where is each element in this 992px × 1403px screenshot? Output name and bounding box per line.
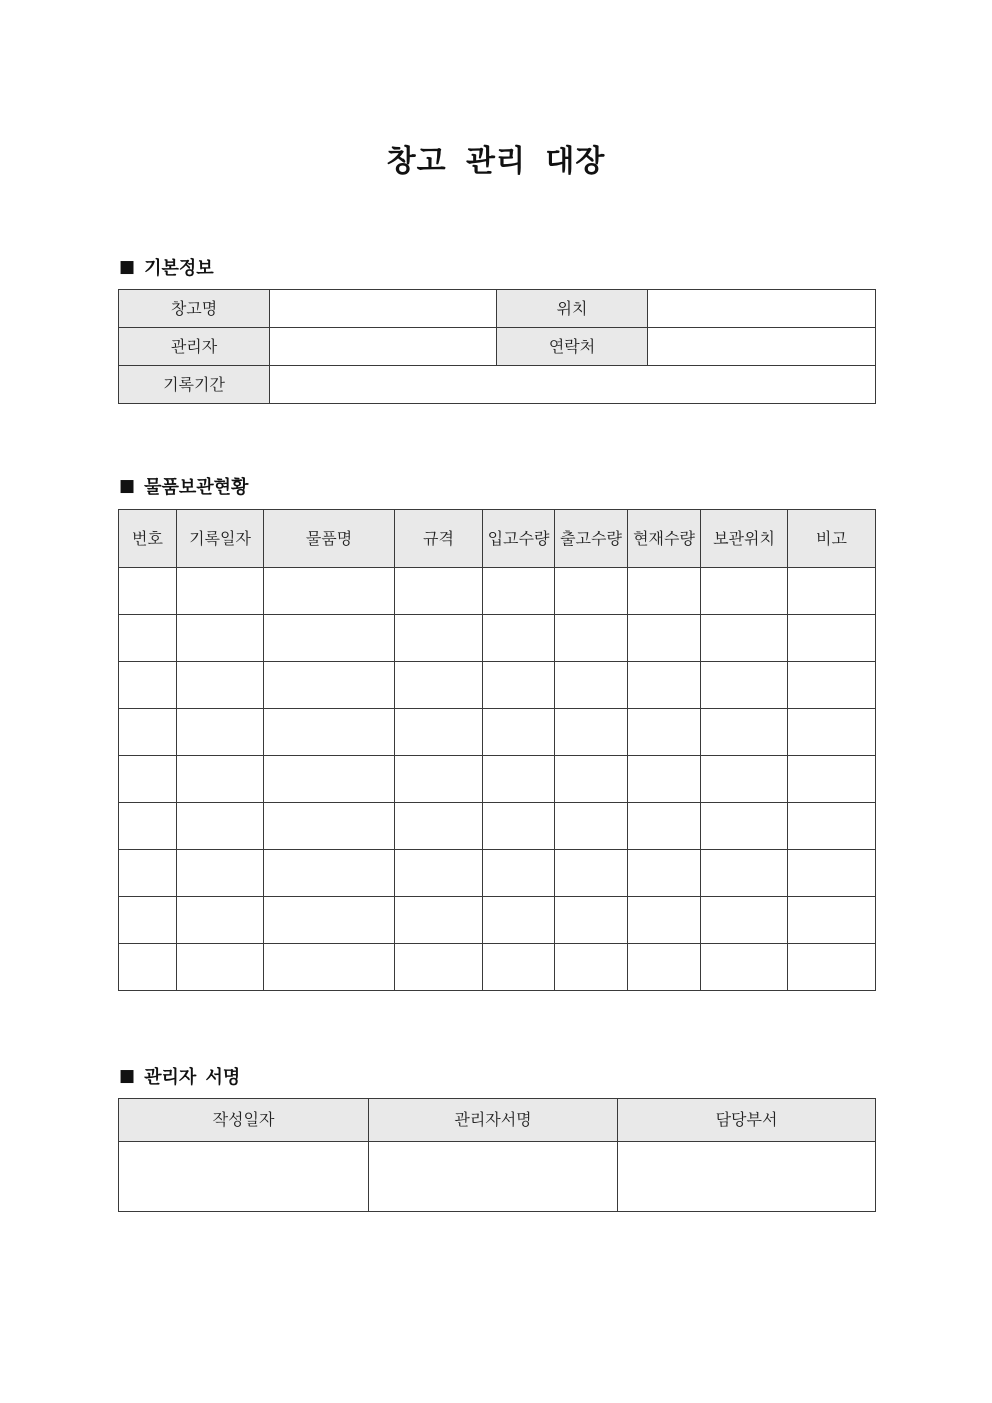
table-row bbox=[119, 897, 876, 944]
cell-storage-location[interactable] bbox=[701, 568, 788, 615]
storage-status-body bbox=[119, 568, 876, 991]
cell-record-date[interactable] bbox=[177, 850, 264, 897]
manager-label: 관리자 bbox=[119, 328, 270, 366]
table-row bbox=[119, 709, 876, 756]
cell-number[interactable] bbox=[119, 803, 177, 850]
cell-spec[interactable] bbox=[395, 709, 483, 756]
basic-info-heading-label: 기본정보 bbox=[144, 258, 214, 279]
cell-number[interactable] bbox=[119, 756, 177, 803]
cell-incoming-qty[interactable] bbox=[483, 709, 555, 756]
manager-signature-heading bbox=[119, 1063, 240, 1089]
storage-status-table bbox=[118, 509, 876, 991]
cell-outgoing-qty[interactable] bbox=[555, 662, 628, 709]
cell-number[interactable] bbox=[119, 897, 177, 944]
cell-current-qty[interactable] bbox=[628, 850, 701, 897]
cell-remarks[interactable] bbox=[788, 709, 876, 756]
table-row bbox=[119, 850, 876, 897]
cell-outgoing-qty[interactable] bbox=[555, 615, 628, 662]
storage-status-heading bbox=[119, 473, 248, 499]
cell-remarks[interactable] bbox=[788, 944, 876, 991]
cell-current-qty[interactable] bbox=[628, 615, 701, 662]
cell-remarks[interactable] bbox=[788, 662, 876, 709]
table-row bbox=[119, 328, 876, 366]
cell-current-qty[interactable] bbox=[628, 803, 701, 850]
cell-storage-location[interactable] bbox=[701, 662, 788, 709]
location-label: 위치 bbox=[497, 290, 648, 328]
cell-item-name[interactable] bbox=[264, 615, 395, 662]
cell-number[interactable] bbox=[119, 568, 177, 615]
manager-signature-field[interactable] bbox=[369, 1142, 618, 1212]
cell-current-qty[interactable] bbox=[628, 897, 701, 944]
department-field[interactable] bbox=[618, 1142, 876, 1212]
column-header-current-qty: 현재수량 bbox=[628, 510, 701, 568]
basic-info-heading bbox=[119, 254, 214, 280]
square-bullet-icon: ■ bbox=[119, 1065, 136, 1086]
warehouse-name-label: 창고명 bbox=[119, 290, 270, 328]
record-period-label: 기록기간 bbox=[119, 366, 270, 404]
column-header-remarks: 비고 bbox=[788, 510, 876, 568]
cell-outgoing-qty[interactable] bbox=[555, 756, 628, 803]
column-header-spec: 규격 bbox=[395, 510, 483, 568]
cell-outgoing-qty[interactable] bbox=[555, 803, 628, 850]
cell-number[interactable] bbox=[119, 615, 177, 662]
cell-remarks[interactable] bbox=[788, 615, 876, 662]
cell-spec[interactable] bbox=[395, 756, 483, 803]
document-title: 창고 관리 대장 bbox=[386, 144, 606, 179]
cell-record-date[interactable] bbox=[177, 568, 264, 615]
column-header-written-date: 작성일자 bbox=[119, 1099, 369, 1142]
column-header-incoming-qty: 입고수량 bbox=[483, 510, 555, 568]
cell-current-qty[interactable] bbox=[628, 944, 701, 991]
cell-item-name[interactable] bbox=[264, 803, 395, 850]
cell-item-name[interactable] bbox=[264, 709, 395, 756]
cell-storage-location[interactable] bbox=[701, 803, 788, 850]
cell-incoming-qty[interactable] bbox=[483, 944, 555, 991]
cell-outgoing-qty[interactable] bbox=[555, 568, 628, 615]
table-row bbox=[119, 944, 876, 991]
cell-remarks[interactable] bbox=[788, 850, 876, 897]
cell-record-date[interactable] bbox=[177, 709, 264, 756]
cell-incoming-qty[interactable] bbox=[483, 662, 555, 709]
cell-spec[interactable] bbox=[395, 568, 483, 615]
cell-incoming-qty[interactable] bbox=[483, 615, 555, 662]
written-date-field[interactable] bbox=[119, 1142, 369, 1212]
cell-number[interactable] bbox=[119, 850, 177, 897]
contact-field[interactable] bbox=[648, 328, 876, 366]
contact-label: 연락처 bbox=[497, 328, 648, 366]
column-header-number: 번호 bbox=[119, 510, 177, 568]
square-bullet-icon: ■ bbox=[119, 256, 136, 277]
cell-item-name[interactable] bbox=[264, 897, 395, 944]
warehouse-name-field[interactable] bbox=[270, 290, 497, 328]
table-row bbox=[119, 615, 876, 662]
cell-spec[interactable] bbox=[395, 662, 483, 709]
cell-remarks[interactable] bbox=[788, 756, 876, 803]
storage-status-heading-label: 물품보관현황 bbox=[144, 477, 249, 498]
cell-item-name[interactable] bbox=[264, 850, 395, 897]
cell-spec[interactable] bbox=[395, 803, 483, 850]
cell-incoming-qty[interactable] bbox=[483, 568, 555, 615]
cell-remarks[interactable] bbox=[788, 568, 876, 615]
column-header-item-name: 물품명 bbox=[264, 510, 395, 568]
table-row bbox=[119, 1142, 876, 1212]
cell-storage-location[interactable] bbox=[701, 850, 788, 897]
manager-signature-table bbox=[118, 1098, 876, 1212]
manager-field[interactable] bbox=[270, 328, 497, 366]
cell-remarks[interactable] bbox=[788, 897, 876, 944]
table-row bbox=[119, 662, 876, 709]
cell-incoming-qty[interactable] bbox=[483, 897, 555, 944]
cell-record-date[interactable] bbox=[177, 944, 264, 991]
column-header-manager-signature: 관리자서명 bbox=[369, 1099, 618, 1142]
cell-item-name[interactable] bbox=[264, 944, 395, 991]
square-bullet-icon: ■ bbox=[119, 475, 136, 496]
cell-number[interactable] bbox=[119, 944, 177, 991]
table-header-row bbox=[119, 1099, 876, 1142]
cell-spec[interactable] bbox=[395, 615, 483, 662]
cell-record-date[interactable] bbox=[177, 756, 264, 803]
table-row bbox=[119, 290, 876, 328]
cell-storage-location[interactable] bbox=[701, 615, 788, 662]
column-header-storage-location: 보관위치 bbox=[701, 510, 788, 568]
cell-spec[interactable] bbox=[395, 850, 483, 897]
cell-outgoing-qty[interactable] bbox=[555, 709, 628, 756]
column-header-department: 담당부서 bbox=[618, 1099, 876, 1142]
cell-current-qty[interactable] bbox=[628, 662, 701, 709]
cell-item-name[interactable] bbox=[264, 756, 395, 803]
cell-record-date[interactable] bbox=[177, 662, 264, 709]
table-row bbox=[119, 803, 876, 850]
location-field[interactable] bbox=[648, 290, 876, 328]
cell-record-date[interactable] bbox=[177, 803, 264, 850]
basic-info-table bbox=[118, 289, 876, 404]
column-header-record-date: 기록일자 bbox=[177, 510, 264, 568]
cell-storage-location[interactable] bbox=[701, 897, 788, 944]
cell-incoming-qty[interactable] bbox=[483, 803, 555, 850]
cell-outgoing-qty[interactable] bbox=[555, 944, 628, 991]
table-row bbox=[119, 568, 876, 615]
cell-current-qty[interactable] bbox=[628, 756, 701, 803]
column-header-outgoing-qty: 출고수량 bbox=[555, 510, 628, 568]
cell-incoming-qty[interactable] bbox=[483, 756, 555, 803]
cell-remarks[interactable] bbox=[788, 803, 876, 850]
cell-storage-location[interactable] bbox=[701, 944, 788, 991]
cell-number[interactable] bbox=[119, 709, 177, 756]
cell-storage-location[interactable] bbox=[701, 756, 788, 803]
cell-number[interactable] bbox=[119, 662, 177, 709]
cell-current-qty[interactable] bbox=[628, 568, 701, 615]
table-header-row bbox=[119, 510, 876, 568]
cell-outgoing-qty[interactable] bbox=[555, 850, 628, 897]
cell-incoming-qty[interactable] bbox=[483, 850, 555, 897]
table-row bbox=[119, 366, 876, 404]
cell-current-qty[interactable] bbox=[628, 709, 701, 756]
table-row bbox=[119, 756, 876, 803]
cell-record-date[interactable] bbox=[177, 897, 264, 944]
cell-spec[interactable] bbox=[395, 944, 483, 991]
cell-storage-location[interactable] bbox=[701, 709, 788, 756]
cell-item-name[interactable] bbox=[264, 568, 395, 615]
cell-item-name[interactable] bbox=[264, 662, 395, 709]
cell-outgoing-qty[interactable] bbox=[555, 897, 628, 944]
record-period-field[interactable] bbox=[270, 366, 876, 404]
cell-spec[interactable] bbox=[395, 897, 483, 944]
manager-signature-heading-label: 관리자 서명 bbox=[144, 1067, 241, 1088]
cell-record-date[interactable] bbox=[177, 615, 264, 662]
